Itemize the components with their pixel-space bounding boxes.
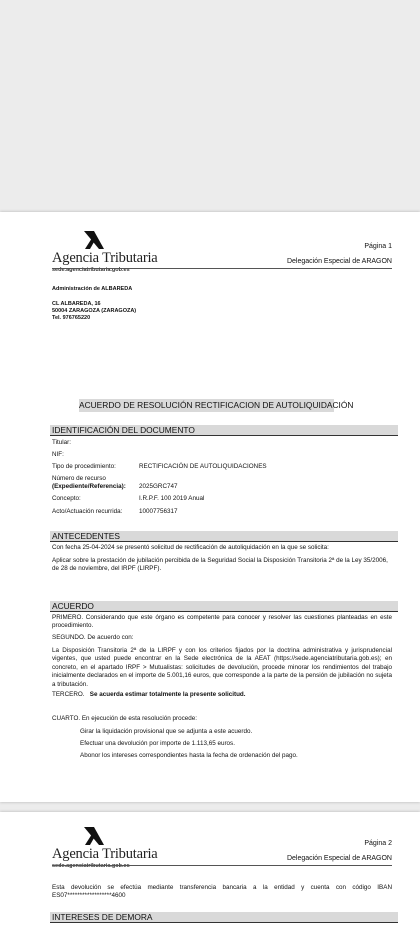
cuarto-item-3: Abonor los intereses correspondientes hasta la fecha de ordenación del pago. (80, 752, 298, 759)
cuarto-item-1: Girar la liquidación provisional que se adjunta a este acuerdo. (80, 728, 253, 735)
header-divider (52, 865, 392, 866)
act-label: Acto/Actuación recurrida: (52, 508, 123, 515)
logo-name: Agencia Tributaria (52, 250, 158, 266)
eagle-emblem-icon (82, 826, 106, 848)
acuerdo-segundo-body: La Disposición Transitoria 2ª de la LIRPF y con los criterios fijados por la doctrina administrativa y jurisprudencial vigentes, que usted puede encontrar en la Sede electrónica de la AEAT (https://sede.agenciatributaria.gob.es); en concreto, en el apartado IRPF > Mutualistas: solicitudes de devolución, procede minorar los rendimientos del trabajo inicialmente declarados en el importe de 5.001,16 euros, que corresponde a la parte de la pensión de jubilación no sujeta a tributación. (52, 647, 392, 688)
acuerdo-segundo: SEGUNDO. De acuerdo con: (52, 634, 134, 641)
office-address (52, 286, 136, 322)
concept-label: Concepto: (52, 495, 81, 502)
cuarto-item-2: Efectuar una devolución por importe de 1.113,65 euros. (80, 740, 235, 747)
concept-value: I.R.P.F. 100 2019 Anual (139, 495, 205, 502)
logo-url: sede.agenciatributaria.gob.es (52, 863, 130, 869)
page-number: Página 2 (364, 840, 392, 847)
document-page-2 (0, 812, 420, 942)
document-title: ACUERDO DE RESOLUCIÓN RECTIFICACION DE AUTOLIQUIDACIÓN (79, 400, 354, 410)
record-label-2: (Expediente/Referencia): (52, 483, 126, 490)
admin-name: Administración de ALBAREDA (52, 286, 133, 292)
acuerdo-tercero (52, 691, 392, 699)
titular-label: Titular: (52, 439, 72, 446)
section-identificacion: IDENTIFICACIÓN DEL DOCUMENTO (50, 425, 398, 436)
tercero-label: TERCERO. (52, 691, 85, 698)
header-divider (52, 268, 392, 269)
city: 50004 ZARAGOZA (ZARAGOZA) (52, 308, 137, 314)
acuerdo-primero: PRIMERO. Considerando que este órgano es competente para conocer y resolver las cuestiones planteadas en este procedimiento. (52, 614, 392, 630)
office-name: Delegación Especial de ARAGON (286, 855, 392, 862)
logo-name: Agencia Tributaria (52, 846, 158, 862)
document-page-1 (0, 212, 420, 802)
section-acuerdo: ACUERDO (50, 601, 398, 612)
procedure-value: RECTIFICACIÓN DE AUTOLIQUIDACIONES (139, 463, 267, 470)
record-label-1: Número de recurso (52, 475, 106, 482)
phone: Tel. 976765220 (52, 315, 91, 321)
antecedentes-p2: Aplicar sobre la prestación de jubilación percibida de la Seguridad Social la Disposición Transitoria 2ª de la Ley 35/2006, de 28 de noviembre, del IRPF (LIRPF). (52, 557, 388, 573)
office-name: Delegación Especial de ARAGON (286, 258, 392, 265)
logo-url: sede.agenciatributaria.gob.es (52, 267, 130, 273)
acuerdo-cuarto: CUARTO. En ejecución de esta resolución procede: (52, 715, 198, 722)
record-value: 2025GRC747 (139, 483, 178, 490)
nif-label: NIF: (52, 451, 64, 458)
street: CL ALBAREDA, 16 (52, 301, 101, 307)
antecedentes-p1: Con fecha 25-04-2024 se presentó solicitud de rectificación de autoliquidación en la que se solicita: (52, 544, 329, 551)
procedure-label: Tipo de procedimiento: (52, 463, 116, 470)
section-antecedentes: ANTECEDENTES (50, 531, 398, 542)
eagle-emblem-icon (82, 230, 106, 252)
act-value: 10007756317 (139, 508, 178, 515)
agencia-tributaria-logo (52, 230, 158, 273)
page-number: Página 1 (364, 243, 392, 250)
transfer-paragraph: Esta devolución se efectúa mediante transferencia bancaria a la entidad y cuenta con código IBAN ES07******************4600 (52, 884, 392, 900)
section-intereses: INTERESES DE DEMORA (50, 912, 398, 923)
agencia-tributaria-logo (52, 826, 158, 869)
tercero-text: Se acuerda estimar totalmente la presente solicitud. (89, 691, 246, 698)
